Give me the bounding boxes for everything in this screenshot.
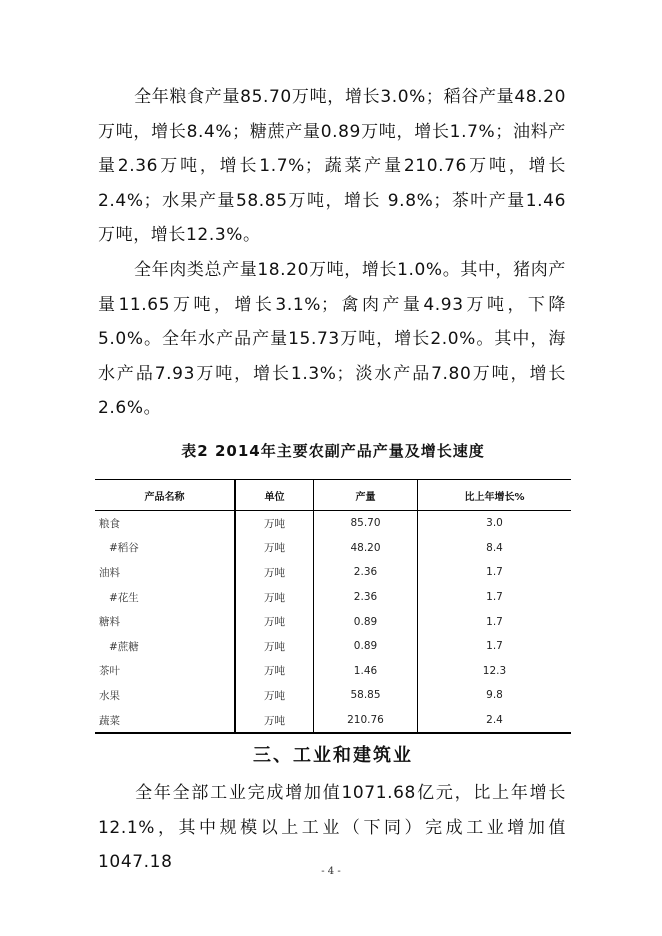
cell-output: 58.85 [314, 683, 418, 708]
cell-growth: 1.7 [486, 640, 503, 653]
table-row [95, 634, 571, 659]
cell-product-name: 粮食 [95, 511, 235, 536]
cell-growth: 1.7 [486, 566, 503, 579]
cell-unit: 万吨 [235, 708, 314, 734]
table-row [95, 536, 571, 561]
paragraph-text: 全年肉类总产量18.20万吨，增长1.0%。其中，猪肉产量11.65万吨，增长3.1%；禽肉产量4.93万吨，下降5.0%。全年水产品产量15.73万吨，增长2.0%。其中，海水产品7.93万吨，增长1.3%；淡水产品7.80万吨，增长2.6%。 [98, 260, 566, 418]
cell-product-name: 糖料 [95, 609, 235, 634]
table-row [95, 585, 571, 610]
cell-unit: 万吨 [235, 585, 314, 610]
table-row [95, 560, 571, 585]
cell-product-name: #花生 [95, 585, 235, 610]
cell-unit: 万吨 [235, 560, 314, 585]
header-unit: 单位 [235, 480, 314, 511]
paragraph-text: 全年全部工业完成增加值1071.68亿元，比上年增长12.1%，其中规模以上工业（下同）完成工业增加值 1047.18 [98, 783, 566, 872]
cell-product-name: 油料 [95, 560, 235, 585]
cell-growth: 12.3 [482, 664, 507, 677]
table-row [95, 683, 571, 708]
cell-output: 0.89 [314, 634, 418, 659]
paragraph-grain-output [98, 80, 566, 253]
cell-product-name: 茶叶 [95, 659, 235, 684]
section-heading: 三、工业和建筑业 [253, 745, 413, 766]
table-header-row [95, 480, 571, 511]
page-number: - 4 - [321, 866, 341, 877]
cell-growth: 1.7 [486, 615, 503, 628]
cell-product-name: 水果 [95, 683, 235, 708]
cell-output: 85.70 [314, 511, 418, 536]
cell-growth: 3.0 [486, 517, 503, 530]
cell-unit: 万吨 [235, 683, 314, 708]
cell-growth: 8.4 [486, 541, 503, 554]
cell-output: 210.76 [314, 708, 418, 734]
table-row [95, 511, 571, 536]
cell-product-name: #蔗糖 [95, 634, 235, 659]
cell-output: 2.36 [314, 585, 418, 610]
cell-output: 1.46 [314, 659, 418, 684]
cell-unit: 万吨 [235, 536, 314, 561]
paragraph-industry [98, 776, 566, 880]
header-product-name: 产品名称 [95, 480, 235, 511]
table-row [95, 609, 571, 634]
cell-unit: 万吨 [235, 609, 314, 634]
cell-output: 0.89 [314, 609, 418, 634]
header-output: 产量 [314, 480, 418, 511]
cell-product-name: #稻谷 [95, 536, 235, 561]
agri-products-table [95, 479, 571, 734]
cell-unit: 万吨 [235, 634, 314, 659]
table-row [95, 659, 571, 684]
cell-output: 48.20 [314, 536, 418, 561]
cell-growth: 9.8 [486, 689, 503, 702]
table-title: 表2 2014年主要农副产品产量及增长速度 [181, 442, 485, 460]
paragraph-meat-output [98, 253, 566, 426]
paragraph-text: 全年粮食产量85.70万吨，增长3.0%；稻谷产量48.20万吨，增长8.4%；糖蔗产量0.89万吨，增长1.7%；油料产量2.36万吨，增长1.7%；蔬菜产量210.76万吨，增长2.4%；水果产量58.85万吨，增长 9.8%；茶叶产量1.46万吨，增长12.3%。 [98, 87, 566, 245]
cell-unit: 万吨 [235, 659, 314, 684]
header-growth: 比上年增长% [418, 480, 572, 511]
cell-growth: 1.7 [486, 591, 503, 604]
cell-unit: 万吨 [235, 511, 314, 536]
table-row [95, 708, 571, 734]
cell-product-name: 蔬菜 [95, 708, 235, 734]
cell-output: 2.36 [314, 560, 418, 585]
cell-growth: 2.4 [486, 714, 503, 727]
